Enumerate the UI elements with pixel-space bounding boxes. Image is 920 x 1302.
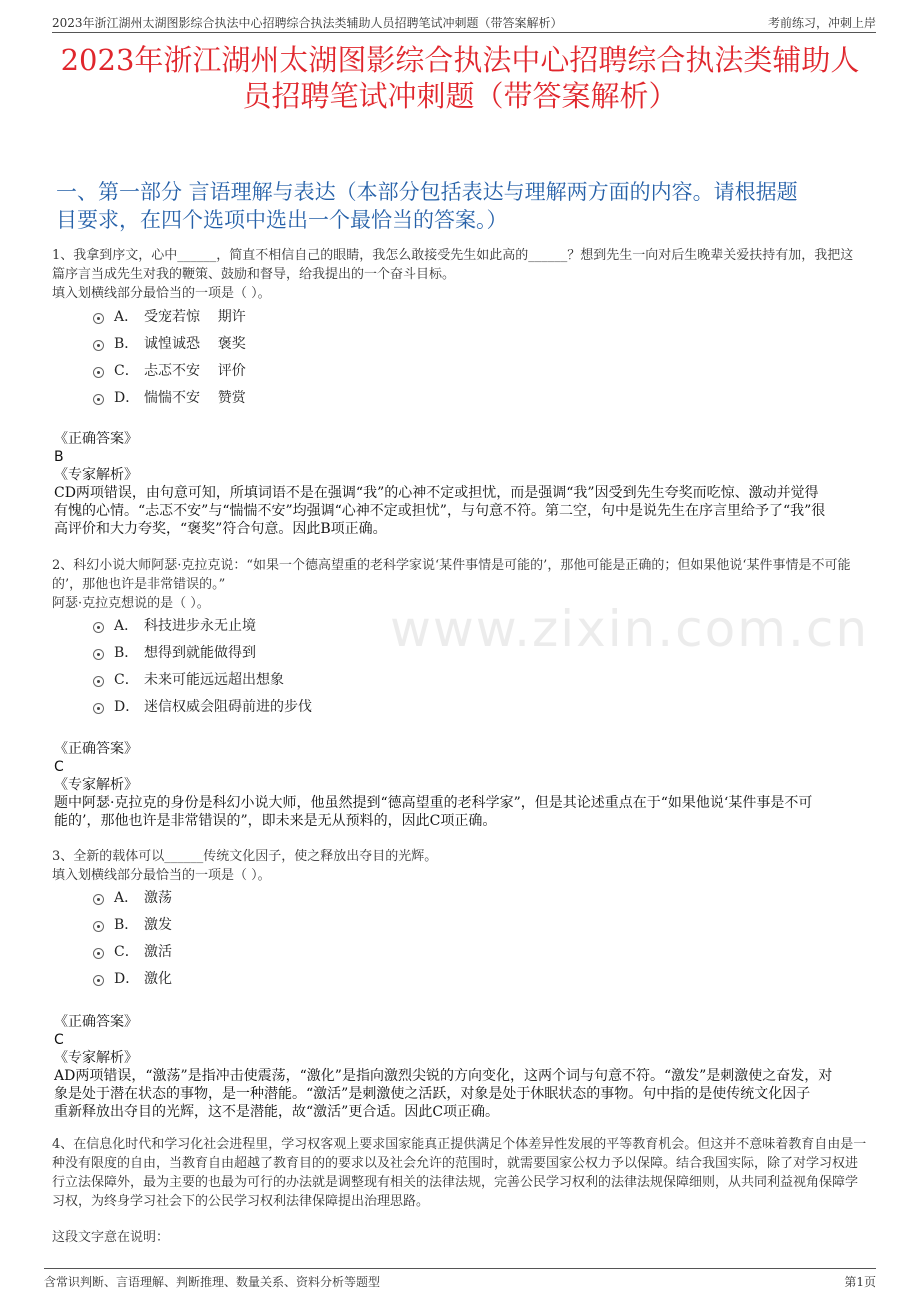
option-letter: B．: [114, 336, 139, 352]
option-a[interactable]: [52, 613, 872, 640]
radio-button-icon[interactable]: [93, 676, 104, 687]
option-text: 激荡: [144, 890, 172, 906]
question-1-options: [52, 304, 872, 412]
page-number: 第1页: [844, 1275, 876, 1289]
question-stem-line: 篇序言当成先生对我的鞭策、鼓励和督导，给我提出的一个奋斗目标。: [52, 267, 456, 282]
question-2-options: [52, 613, 872, 721]
question-1: [52, 246, 872, 303]
question-stem-line: 行立法保障外，最为主要的也最为可行的办法就是调整现有相关的法律法规，完善公民学习权利的法律法规保障细则，从共同利益视角保障学: [52, 1175, 859, 1190]
option-letter: D．: [114, 699, 140, 715]
analysis-label: 《专家解析》: [54, 777, 138, 793]
question-prompt: 填入划横线部分最恰当的一项是（ ）。: [52, 868, 271, 883]
question-3: [52, 847, 872, 885]
radio-button-icon[interactable]: [93, 394, 104, 405]
option-text: 受宠若惊 期许: [144, 309, 246, 325]
option-letter: C．: [114, 672, 139, 688]
radio-button-icon[interactable]: [93, 894, 104, 905]
answer-value: B: [54, 449, 64, 465]
analysis-line: 题中阿瑟·克拉克的身份是科幻小说大师，他虽然提到“德高望重的老科学家”，但是其论述重点在于“如果他说‘某件事是不可: [54, 795, 813, 811]
option-text: 未来可能远远超出想象: [144, 672, 284, 688]
option-a[interactable]: [52, 304, 872, 331]
option-text: 激活: [144, 944, 172, 960]
question-stem-line: 4、在信息化时代和学习化社会进程里，学习权客观上要求国家能真正提供满足个体差异性发展的平等教育机会。但这并不意味着教育自由是一: [52, 1137, 867, 1152]
radio-button-icon[interactable]: [93, 367, 104, 378]
section-heading-line-2: 目要求，在四个选项中选出一个最恰当的答案。）: [56, 208, 508, 232]
analysis-line: 能的’，那他也许是非常错误的”，即未来是无从预料的，因此C项正确。: [54, 813, 497, 829]
question-2-answer: [54, 740, 874, 830]
option-text: 想得到就能做得到: [144, 645, 256, 661]
analysis-label: 《专家解析》: [54, 1050, 138, 1066]
option-d[interactable]: [52, 385, 872, 412]
section-heading: [56, 178, 870, 234]
option-b[interactable]: [52, 912, 872, 939]
analysis-line: CD两项错误，由句意可知，所填词语不是在强调“我”的心神不定或担忧，而是强调“我”因受到先生夸奖而吃惊、激动并觉得: [54, 485, 819, 501]
watermark: www.zixin.com.cn: [390, 600, 870, 658]
option-text: 诚惶诚恐 褒奖: [144, 336, 246, 352]
radio-button-icon[interactable]: [93, 948, 104, 959]
option-text: 忐忑不安 评价: [144, 363, 246, 379]
option-text: 惴惴不安 赞赏: [144, 390, 246, 406]
answer-label: 《正确答案》: [54, 741, 138, 757]
answer-label: 《正确答案》: [54, 431, 138, 447]
radio-button-icon[interactable]: [93, 313, 104, 324]
section-heading-line-1: 一、第一部分 言语理解与表达（本部分包括表达与理解两方面的内容。请根据题: [56, 180, 798, 204]
answer-value: C: [54, 1032, 64, 1048]
option-d[interactable]: [52, 694, 872, 721]
option-text: 科技进步永无止境: [144, 618, 256, 634]
analysis-label: 《专家解析》: [54, 467, 138, 483]
option-letter: C．: [114, 944, 139, 960]
radio-button-icon[interactable]: [93, 649, 104, 660]
title-line-1: 2023年浙江湖州太湖图影综合执法中心招聘综合执法类辅助人: [60, 43, 860, 77]
answer-label: 《正确答案》: [54, 1014, 138, 1030]
question-stem-line: 种没有限度的自由，当教育自由超越了教育目的的要求以及社会允许的范围时，就需要国家公权力予以保障。结合我国实际，除了对学习权进: [52, 1156, 859, 1171]
option-b[interactable]: [52, 640, 872, 667]
option-text: 激化: [144, 971, 172, 987]
option-a[interactable]: [52, 885, 872, 912]
analysis-line: 有愧的心情。“忐忑不安”与“惴惴不安”均强调“心神不定或担忧”，与句意不符。第二空，句中是说先生在序言里给予了“我”很: [54, 503, 826, 519]
option-letter: B．: [114, 645, 139, 661]
footer-description: 含常识判断、言语理解、判断推理、数量关系、资料分析等题型: [44, 1275, 381, 1289]
question-stem-line: 1、我拿到序文，心中______，简直不相信自己的眼睛，我怎么敢接受先生如此高的______？想到先生一向对后生晚辈关爱扶持有加，我把这: [52, 248, 854, 263]
question-2: [52, 556, 872, 613]
radio-button-icon[interactable]: [93, 921, 104, 932]
question-stem-line: 2、科幻小说大师阿瑟·克拉克说：“如果一个德高望重的老科学家说‘某件事情是可能的’，那他可能是正确的；但如果他说‘某件事情是不可能: [52, 558, 851, 573]
option-d[interactable]: [52, 966, 872, 993]
option-c[interactable]: [52, 358, 872, 385]
question-4-prompt: 这段文字意在说明：: [52, 1230, 170, 1245]
title-line-2: 员招聘笔试冲刺题（带答案解析）: [242, 79, 678, 113]
option-text: 激发: [144, 917, 172, 933]
question-4: [52, 1135, 872, 1211]
question-prompt: 阿瑟·克拉克想说的是（ ）。: [52, 596, 210, 611]
question-3-answer: [54, 1013, 874, 1121]
question-stem-line: 的’，那他也许是非常错误的。”: [52, 577, 226, 592]
option-letter: D．: [114, 390, 140, 406]
option-letter: A．: [114, 890, 139, 906]
option-letter: A．: [114, 309, 139, 325]
option-letter: D．: [114, 971, 140, 987]
document-title: [40, 42, 880, 114]
radio-button-icon[interactable]: [93, 622, 104, 633]
option-b[interactable]: [52, 331, 872, 358]
analysis-line: AD两项错误，“激荡”是指冲击使震荡，“激化”是指向激烈尖锐的方向变化，这两个词与句意不符。“激发”是刺激使之奋发，对: [54, 1068, 833, 1084]
analysis-line: 高评价和大力夸奖，“褒奖”符合句意。因此B项正确。: [54, 521, 387, 537]
option-letter: B．: [114, 917, 139, 933]
radio-button-icon[interactable]: [93, 703, 104, 714]
question-3-options: [52, 885, 872, 993]
question-prompt: 填入划横线部分最恰当的一项是（ ）。: [52, 286, 271, 301]
radio-button-icon[interactable]: [93, 975, 104, 986]
header-slogan: 考前练习，冲刺上岸: [767, 16, 876, 30]
option-c[interactable]: [52, 667, 872, 694]
question-1-answer: [54, 430, 874, 538]
running-header: [52, 12, 876, 33]
option-letter: A．: [114, 618, 139, 634]
radio-button-icon[interactable]: [93, 340, 104, 351]
page-footer: [44, 1268, 876, 1291]
header-title: 2023年浙江湖州太湖图影综合执法中心招聘综合执法类辅助人员招聘笔试冲刺题（带答案解析）: [52, 16, 563, 30]
option-text: 迷信权威会阻碍前进的步伐: [144, 699, 312, 715]
question-stem-line: 习权，为终身学习社会下的公民学习权利法律保障提出治理思路。: [52, 1194, 430, 1209]
analysis-line: 象是处于潜在状态的事物，是一种潜能。“激活”是刺激使之活跃，对象是处于休眠状态的事物。句中指的是使传统文化因子: [54, 1086, 811, 1102]
option-letter: C．: [114, 363, 139, 379]
analysis-line: 重新释放出夺目的光辉，这不是潜能，故“激活”更合适。因此C项正确。: [54, 1104, 500, 1120]
question-stem-line: 3、全新的载体可以______传统文化因子，使之释放出夺目的光辉。: [52, 849, 438, 864]
answer-value: C: [54, 759, 64, 775]
option-c[interactable]: [52, 939, 872, 966]
